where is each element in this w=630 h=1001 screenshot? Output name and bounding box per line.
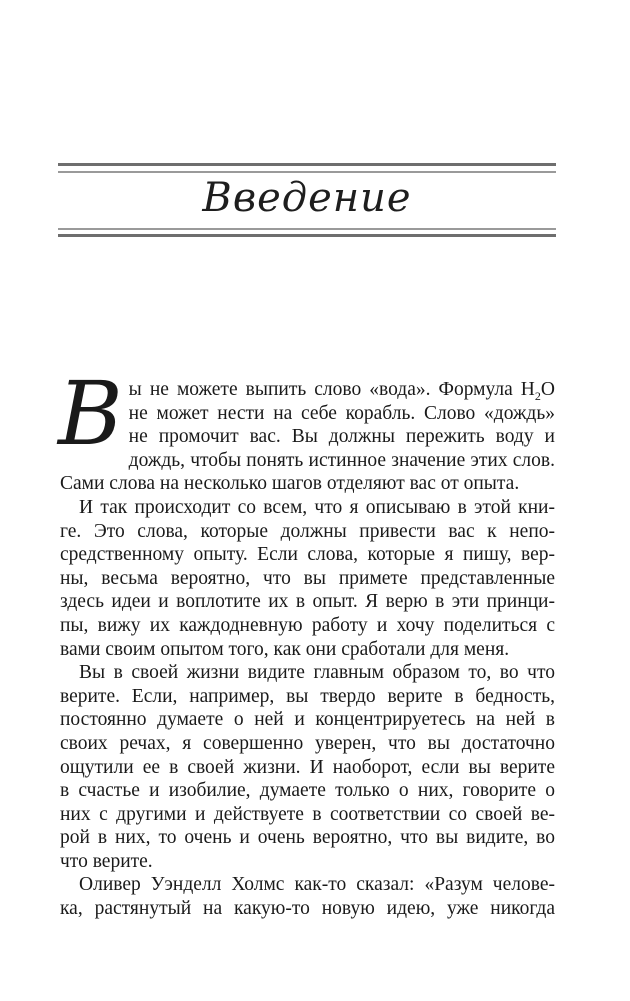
text-line: средственному опыту. Если слова, которые я пишу, вер- bbox=[60, 544, 555, 566]
paragraph-2 bbox=[60, 496, 555, 661]
text-line: Оливер Уэнделл Холмс как-то сказал: «Разум челове- bbox=[79, 874, 555, 896]
text-line: рой в них, то очень и очень вероятно, что вы видите, во bbox=[60, 827, 555, 849]
text-line: не промочит вас. Вы должны пережить воду и bbox=[128, 426, 555, 448]
paragraph-1 bbox=[58, 362, 555, 496]
text-line: вами своим опытом того, как они сработали для меня. bbox=[60, 638, 510, 660]
title-rule-top-thick bbox=[58, 163, 556, 166]
paragraph-3 bbox=[60, 661, 555, 873]
text-line: пы, вижу их каждодневную работу и хочу поделиться с bbox=[60, 614, 555, 636]
text-line: ка, растянутый на какую-то новую идею, уже никогда bbox=[60, 898, 555, 920]
title-rule-bottom-thick bbox=[58, 234, 556, 237]
formula-subscript: 2 bbox=[534, 388, 541, 403]
text-line: ге. Это слова, которые должны привести вас к непо- bbox=[60, 520, 555, 542]
text-line: них с другими и действуете в соответствии со своей ве- bbox=[60, 803, 555, 825]
title-rule-bottom-thin bbox=[58, 228, 556, 230]
text-line: Вы в своей жизни видите главным образом то, во что bbox=[79, 662, 555, 684]
text-line: своих речах, я совершенно уверен, что вы достаточно bbox=[60, 732, 555, 754]
text-line: здесь идеи и воплотите их в опыт. Я верю в эти принци- bbox=[60, 591, 555, 613]
paragraph-4 bbox=[60, 873, 555, 920]
text-line: дождь, чтобы понять истинное значение этих слов. bbox=[128, 449, 555, 471]
text-line: ы не можете выпить слово «вода». Формула $H_2O$ bbox=[128, 379, 555, 403]
text-line: ны, весьма вероятно, что вы примете представленные bbox=[60, 567, 555, 589]
text-line: постоянно думаете о ней и концентрируетесь на ней в bbox=[60, 709, 555, 731]
text-line: И так происходит со всем, что я описываю в этой кни- bbox=[79, 496, 555, 518]
text-line: в счастье и изобилие, думаете только о них, говорите о bbox=[60, 780, 555, 802]
text-line: не может нести на себе корабль. Слово «дождь» bbox=[128, 402, 555, 424]
text-line: Сами слова на несколько шагов отделяют вас от опыта. bbox=[60, 473, 520, 495]
body-text bbox=[58, 362, 555, 921]
drop-cap: В bbox=[58, 362, 123, 465]
text-line: что верите. bbox=[60, 850, 153, 872]
text-line: верите. Если, например, вы твердо верите в бедность, bbox=[60, 685, 555, 707]
text-line: ощутили ее в своей жизни. И наоборот, если вы верите bbox=[60, 756, 555, 778]
chapter-title: Введение bbox=[202, 175, 412, 221]
